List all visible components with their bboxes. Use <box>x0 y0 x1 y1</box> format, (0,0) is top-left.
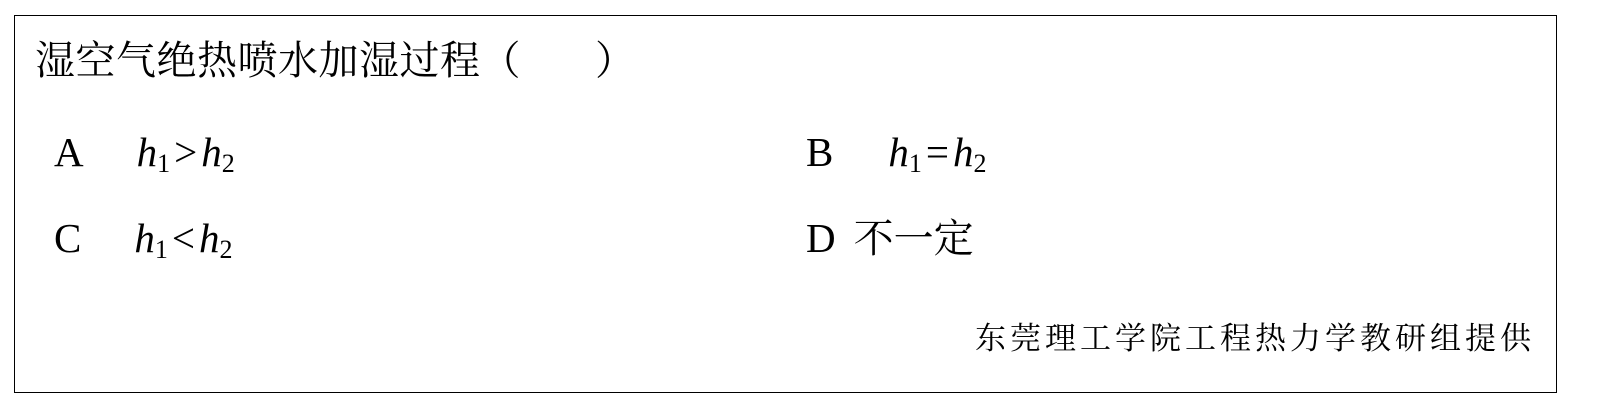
question-text: 湿空气绝热喷水加湿过程（ <box>35 38 521 84</box>
option-c-letter: C <box>54 215 82 261</box>
option-a-letter: A <box>54 129 84 175</box>
option-d-letter: D <box>806 215 836 261</box>
option-a-relation: > <box>174 129 198 175</box>
question-stem <box>35 34 636 88</box>
option-c-lhs-sub: 1 <box>154 235 168 264</box>
option-a-formula <box>137 126 235 178</box>
option-a-rhs: h <box>201 129 222 175</box>
option-b[interactable] <box>806 126 987 178</box>
credit-line: 东莞理工学院工程热力学教研组提供 <box>975 321 1535 357</box>
option-b-lhs-sub: 1 <box>908 149 922 178</box>
option-b-letter: B <box>806 129 834 175</box>
option-b-rhs: h <box>953 129 974 175</box>
option-c-formula <box>134 212 232 264</box>
option-b-relation: = <box>925 129 950 175</box>
option-c-relation: < <box>171 215 196 261</box>
option-a-lhs-sub: 1 <box>157 149 171 178</box>
option-c-rhs: h <box>199 215 220 261</box>
option-d[interactable] <box>806 212 974 265</box>
option-a-rhs-sub: 2 <box>221 149 235 178</box>
option-b-rhs-sub: 2 <box>973 149 987 178</box>
option-c-lhs: h <box>134 215 155 261</box>
option-c[interactable] <box>54 212 233 264</box>
option-a[interactable] <box>54 126 235 178</box>
option-c-rhs-sub: 2 <box>219 235 233 264</box>
option-d-text: 不一定 <box>853 216 974 262</box>
option-b-formula <box>888 126 986 178</box>
question-closing-paren: ） <box>595 38 636 84</box>
option-a-lhs: h <box>136 129 158 175</box>
option-b-lhs: h <box>888 129 909 175</box>
